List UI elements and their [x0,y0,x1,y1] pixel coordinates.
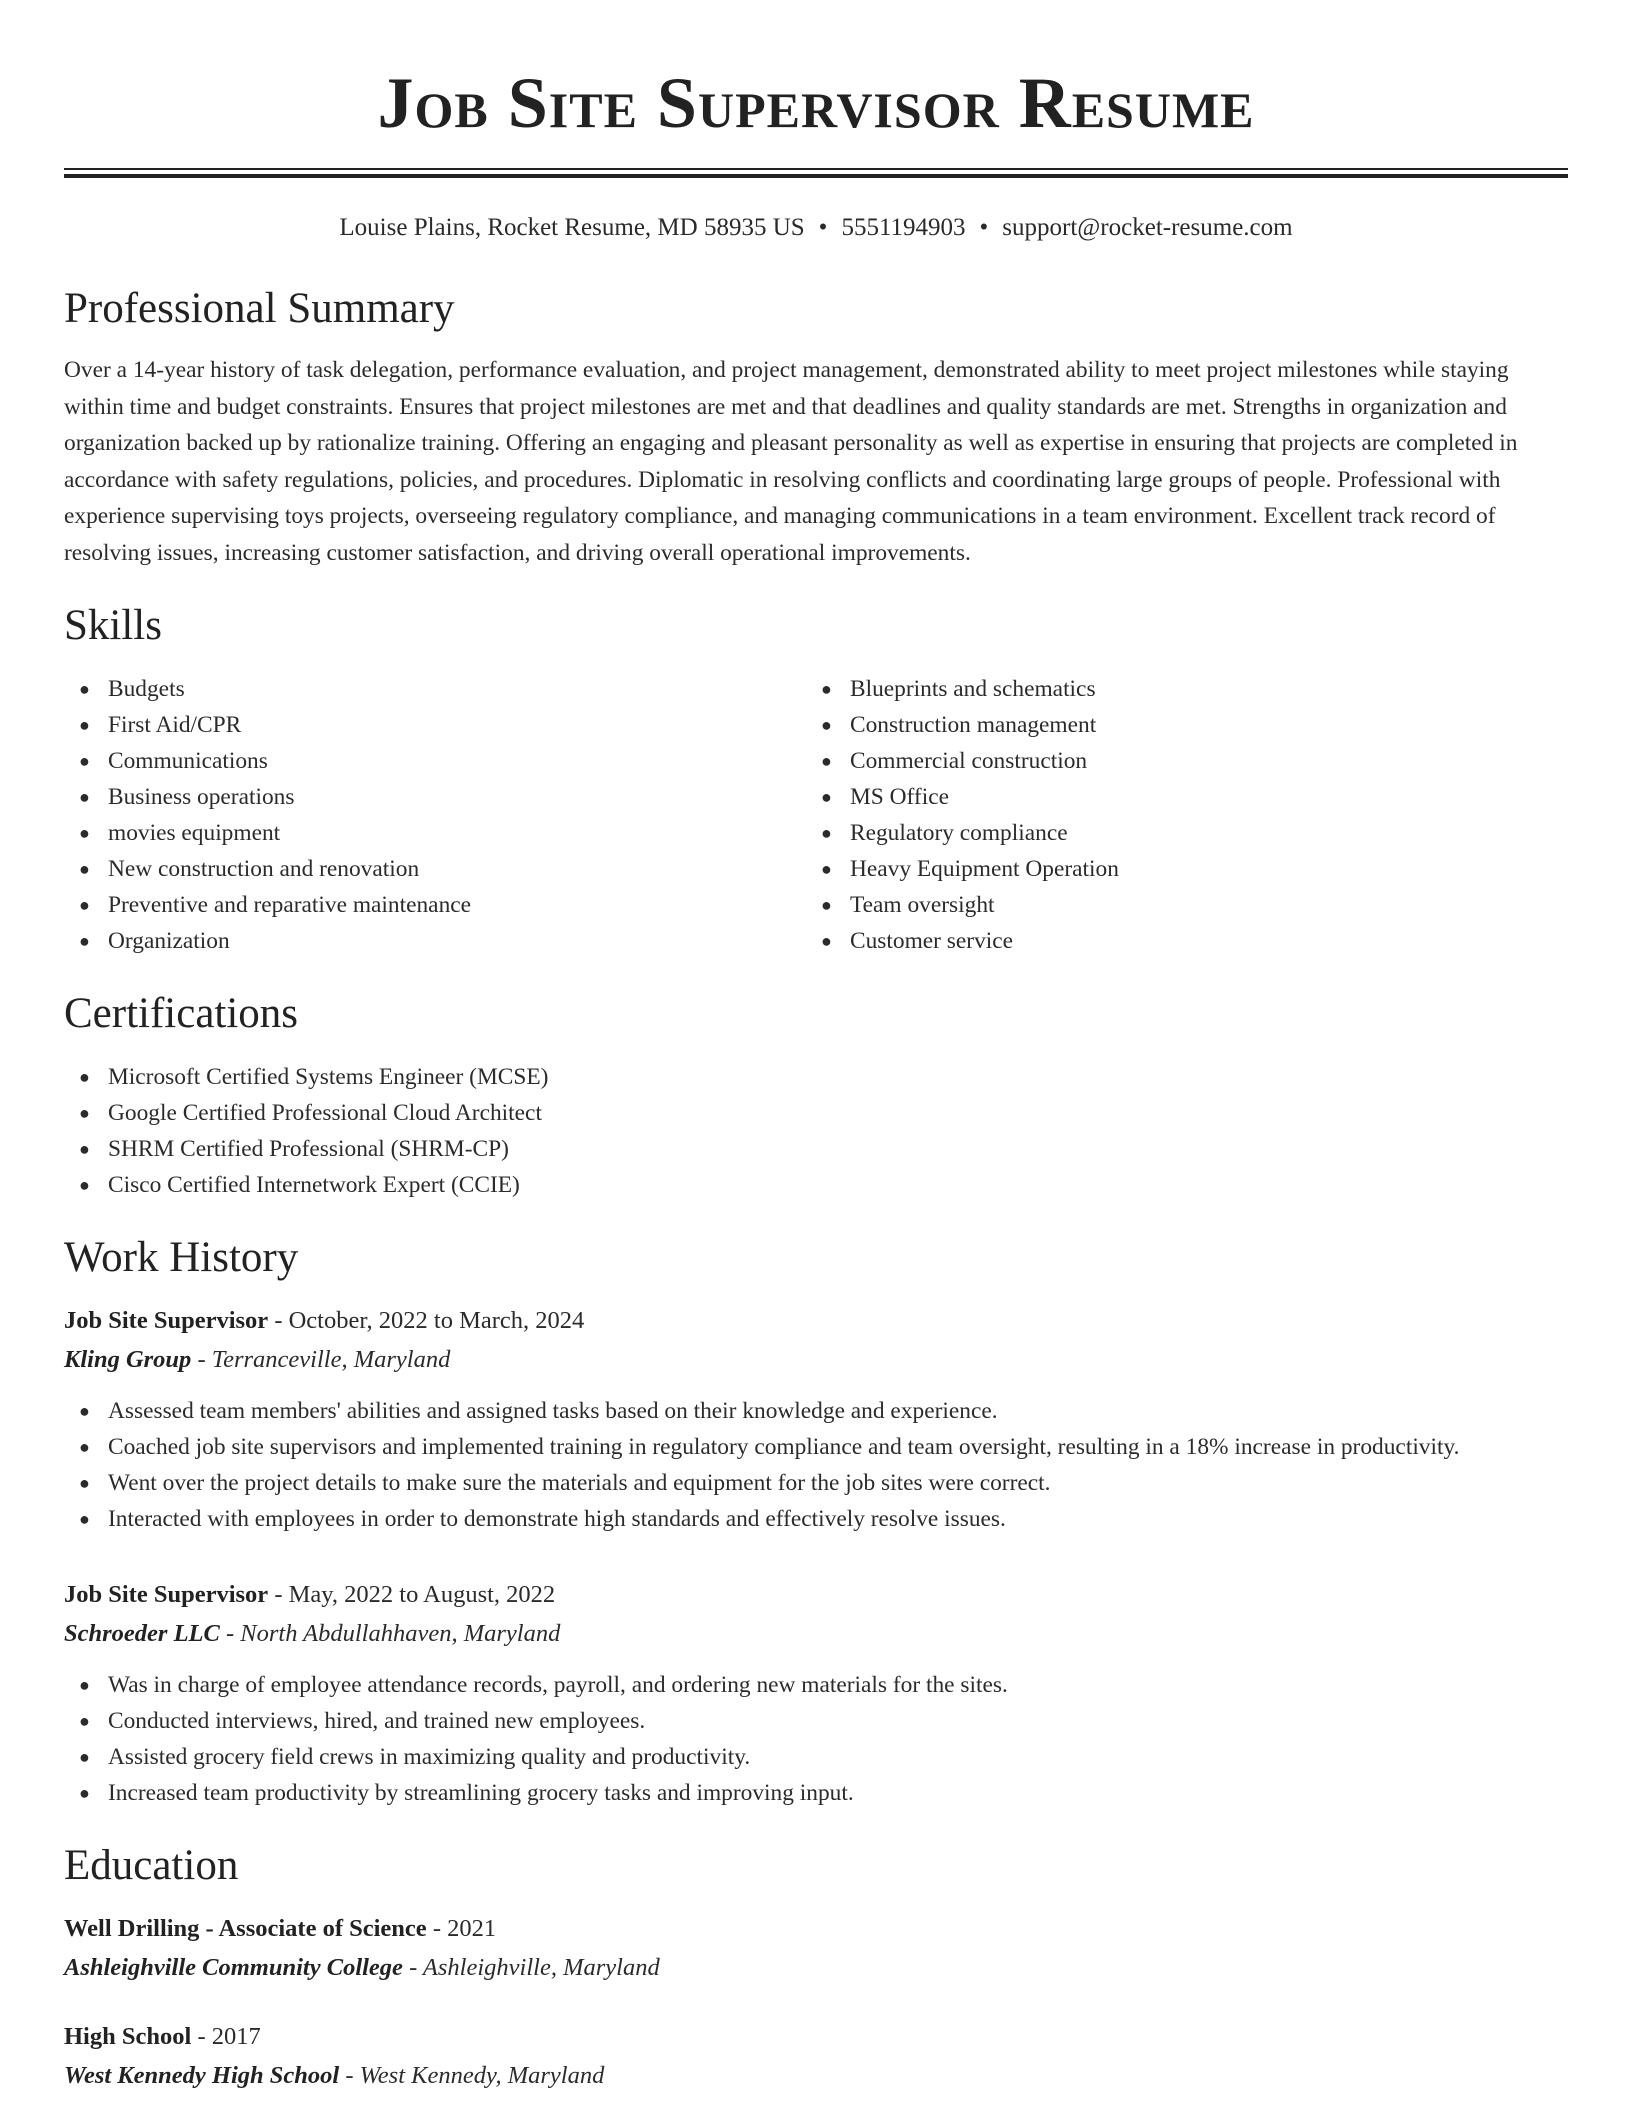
list-item: ● Regulatory compliance [806,815,1548,851]
contact-separator: • [979,214,989,241]
list-item: ● Coached job site supervisors and implemented training in regulatory compliance and team oversight, resulting in a 18% increase in productivity. [64,1429,1568,1465]
bullet-icon: ● [79,1783,90,1803]
school: West Kennedy High School [64,2062,340,2089]
bullet-icon: ● [79,895,90,915]
job-company-line: Kling Group - Terranceville, Maryland [64,1346,451,1373]
bullet-icon: ● [79,931,90,951]
list-item: ● SHRM Certified Professional (SHRM-CP) [64,1131,1568,1167]
certifications-heading: Certifications [64,990,299,1037]
bullet-icon: ● [79,787,90,807]
title-divider [64,168,1568,178]
job-title: Job Site Supervisor [64,1307,269,1334]
list-item: ● Preventive and reparative maintenance [64,887,806,923]
school: Ashleighville Community College [64,1954,403,1981]
page-title: Job Site Supervisor Resume [377,63,1255,143]
list-item: ● Construction management [806,707,1548,743]
bullet-icon: ● [79,1139,90,1159]
graduation-year: 2017 [211,2023,261,2050]
list-item: ● Microsoft Certified Systems Engineer (MCSE) [64,1059,1568,1095]
list-item: ● Organization [64,923,806,959]
contact-address: Louise Plains, Rocket Resume, MD 58935 US [339,214,805,241]
education-heading: Education [64,1842,239,1889]
list-item: ● First Aid/CPR [64,707,806,743]
education-entry [64,1909,1568,1987]
job-dates: May, 2022 to August, 2022 [288,1581,556,1608]
list-item: ● Was in charge of employee attendance records, payroll, and ordering new materials for the sites. [64,1667,1568,1703]
bullet-icon: ● [79,823,90,843]
degree: Well Drilling - Associate of Science [64,1915,427,1942]
contact-email[interactable]: support@rocket-resume.com [1002,214,1293,241]
list-item: ● Budgets [64,671,806,707]
bullet-icon: ● [79,1509,90,1529]
list-item: ● Commercial construction [806,743,1548,779]
bullet-icon: ● [79,751,90,771]
job-entry [64,1575,1568,1811]
list-item: ● Blueprints and schematics [806,671,1548,707]
contact-phone[interactable]: 5551194903 [841,214,966,241]
bullet-icon: ● [79,1401,90,1421]
list-item: ● Cisco Certified Internetwork Expert (CCIE) [64,1167,1568,1203]
list-item: ● Assisted grocery field crews in maximizing quality and productivity. [64,1739,1568,1775]
school-location: Ashleighville, Maryland [422,1954,660,1981]
list-item: ● Conducted interviews, hired, and trained new employees. [64,1703,1568,1739]
bullet-icon: ● [79,1473,90,1493]
job-company: Schroeder LLC [64,1620,220,1647]
job-duties [64,1393,1568,1537]
job-title: Job Site Supervisor [64,1581,269,1608]
bullet-icon: ● [821,715,832,735]
job-entry [64,1301,1568,1537]
job-location: North Abdullahhaven, Maryland [240,1620,561,1647]
bullet-icon: ● [79,1747,90,1767]
skills-list-left [64,671,806,959]
list-item: ● Increased team productivity by streamlining grocery tasks and improving input. [64,1775,1568,1811]
list-item: ● New construction and renovation [64,851,806,887]
job-title-line: Job Site Supervisor - October, 2022 to March, 2024 [64,1307,585,1334]
list-item: ● Business operations [64,779,806,815]
school-location: West Kennedy, Maryland [359,2062,605,2089]
bullet-icon: ● [821,931,832,951]
summary-heading: Professional Summary [64,285,455,332]
bullet-icon: ● [79,1711,90,1731]
certifications-list [64,1059,1568,1203]
contact-separator: • [818,214,828,241]
skills-heading: Skills [64,602,162,649]
list-item: ● Customer service [806,923,1548,959]
list-item: ● Communications [64,743,806,779]
skills-list-right [806,671,1548,959]
bullet-icon: ● [821,859,832,879]
bullet-icon: ● [79,1437,90,1457]
bullet-icon: ● [79,1175,90,1195]
skills-columns [64,671,1568,959]
degree-line: Well Drilling - Associate of Science - 2021 [64,1915,497,1942]
contact-line [64,212,1568,244]
list-item: ● Assessed team members' abilities and assigned tasks based on their knowledge and experience. [64,1393,1568,1429]
list-item: ● Team oversight [806,887,1548,923]
bullet-icon: ● [821,823,832,843]
bullet-icon: ● [79,1103,90,1123]
summary-text: Over a 14-year history of task delegation, performance evaluation, and project management, demonstrated ability to meet project milestones while staying within time and budget constraints. Ensures that project milestones are met and that deadlines and quality standards are met. Strengths in organization and organization backed up by rationalize training. Offering an engaging and pleasant personality as well as expertise in ensuring that projects are completed in accordance with safety regulations, policies, and procedures. Diplomatic in resolving conflicts and coordinating large groups of people. Professional with experience supervising toys projects, overseeing regulatory compliance, and managing communications in a team environment. Excellent track record of resolving issues, increasing customer satisfaction, and driving overall operational improvements. [64,357,1518,566]
list-item: ● movies equipment [64,815,806,851]
education-entry [64,2017,1568,2095]
bullet-icon: ● [821,787,832,807]
list-item: ● Heavy Equipment Operation [806,851,1548,887]
degree: High School [64,2023,192,2050]
job-company: Kling Group [64,1346,192,1373]
list-item: ● MS Office [806,779,1548,815]
job-location: Terranceville, Maryland [211,1346,451,1373]
bullet-icon: ● [821,751,832,771]
job-duties [64,1667,1568,1811]
bullet-icon: ● [79,859,90,879]
school-line: Ashleighville Community College - Ashleighville, Maryland [64,1954,660,1981]
job-title-line: Job Site Supervisor - May, 2022 to August, 2022 [64,1581,556,1608]
bullet-icon: ● [821,895,832,915]
degree-line: High School - 2017 [64,2023,261,2050]
work-history-heading: Work History [64,1234,299,1281]
list-item: ● Google Certified Professional Cloud Architect [64,1095,1568,1131]
bullet-icon: ● [79,715,90,735]
school-line: West Kennedy High School - West Kennedy, Maryland [64,2062,605,2089]
bullet-icon: ● [79,1067,90,1087]
graduation-year: 2021 [447,1915,497,1942]
bullet-icon: ● [79,1675,90,1695]
job-dates: October, 2022 to March, 2024 [288,1307,585,1334]
bullet-icon: ● [79,679,90,699]
bullet-icon: ● [821,679,832,699]
list-item: ● Interacted with employees in order to demonstrate high standards and effectively resolve issues. [64,1501,1568,1537]
job-company-line: Schroeder LLC - North Abdullahhaven, Maryland [64,1620,561,1647]
list-item: ● Went over the project details to make sure the materials and equipment for the job sites were correct. [64,1465,1568,1501]
